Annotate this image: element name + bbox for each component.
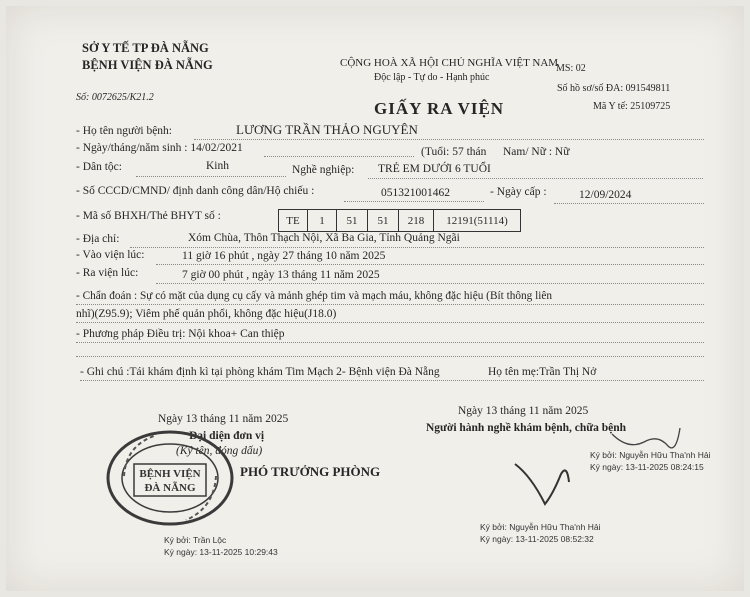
gender: Nam/ Nữ : Nữ xyxy=(503,146,570,158)
left-signer: Ký bởi: Trần Lộc xyxy=(164,535,227,545)
stamp-line2: ĐÀ NẴNG xyxy=(144,482,196,494)
id-value: 051321001462 xyxy=(381,187,450,199)
patient-name: LƯƠNG TRẦN THẢO NGUYÊN xyxy=(236,122,418,137)
admit-value: 11 giờ 16 phút , ngày 27 tháng 10 năm 2025 xyxy=(182,250,386,262)
motto: Độc lập - Tự do - Hạnh phúc xyxy=(374,72,490,83)
dob: - Ngày/tháng/năm sinh : 14/02/2021 xyxy=(76,142,243,154)
diagnosis-line1: - Chẩn đoán : Sự có mặt của dụng cụ cấy và mảnh ghép tim và mạch máu, không đặc hiệu (Bít thông liên xyxy=(76,290,553,302)
right-signer-2: Ký bởi: Nguyễn Hữu Tha'nh Hải xyxy=(480,522,601,532)
hospital-name: BỆNH VIỆN ĐÀ NẴNG xyxy=(82,58,213,72)
discharge-paper xyxy=(6,6,744,591)
issue-label: - Ngày cấp : xyxy=(490,186,547,198)
id-label: - Số CCCD/CMND/ định danh công dân/Hộ chiếu : xyxy=(76,185,315,197)
job-label: Nghề nghiệp: xyxy=(292,164,355,176)
storage-number: Số hồ sơ/số ĐA: 091549811 xyxy=(557,83,671,94)
left-date: Ngày 13 tháng 11 năm 2025 xyxy=(158,413,289,425)
right-date: Ngày 13 tháng 11 năm 2025 xyxy=(458,405,589,417)
bhyt-cell: 51 xyxy=(337,210,368,231)
signature-scribble-2 xyxy=(511,454,591,514)
bhyt-cell: 218 xyxy=(399,210,434,231)
stamp-line1: BỆNH VIỆN xyxy=(139,468,201,480)
discharge-value: 7 giờ 00 phút , ngày 13 tháng 11 năm 2025 xyxy=(182,269,380,281)
bhyt-cell: 51 xyxy=(368,210,399,231)
document-title: GIẤY RA VIỆN xyxy=(374,99,505,118)
right-sign-time-2: Ký ngày: 13-11-2025 08:52:32 xyxy=(480,534,594,544)
name-label: - Họ tên người bệnh: xyxy=(76,125,172,137)
bhyt-label: - Mã số BHXH/Thẻ BHYT số : xyxy=(76,210,221,222)
ethnic-value: Kinh xyxy=(206,160,229,172)
follow-up-note: - Ghi chú :Tái khám định kì tại phòng khám Tim Mạch 2- Bệnh viện Đà Nẵng xyxy=(80,366,440,378)
job-value: TRẺ EM DƯỚI 6 TUỔI xyxy=(378,163,491,175)
issue-value: 12/09/2024 xyxy=(579,189,632,201)
discharge-label: - Ra viện lúc: xyxy=(76,267,139,279)
sign-stamp-note: (Ký tên, đóng dấu) xyxy=(176,445,263,457)
diagnosis-line2: nhĩ)(Z95.9); Viêm phế quản phổi, không đặc hiệu(J18.0) xyxy=(76,308,337,320)
bhyt-number-box xyxy=(278,209,521,232)
bhyt-cell: 1 xyxy=(308,210,337,231)
admit-label: - Vào viện lúc: xyxy=(76,249,145,261)
form-code: MS: 02 xyxy=(556,63,586,74)
treatment-method: - Phương pháp Điều trị: Nội khoa+ Can thiệp xyxy=(76,328,285,340)
right-sign-time-1: Ký ngày: 13-11-2025 08:24:15 xyxy=(590,462,704,472)
left-sign-time: Ký ngày: 13-11-2025 10:29:43 xyxy=(164,547,278,557)
right-signer-1: Ký bởi: Nguyễn Hữu Tha'nh Hải xyxy=(590,450,711,460)
address-value: Xóm Chùa, Thôn Thạch Nội, Xã Ba Gia, Tỉnh Quảng Ngãi xyxy=(188,232,460,244)
address-label: - Địa chỉ: xyxy=(76,233,120,245)
right-role: Người hành nghề khám bệnh, chữa bệnh xyxy=(426,422,627,434)
medical-code: Mã Y tế: 25109725 xyxy=(593,101,671,112)
hospital-stamp xyxy=(104,426,242,530)
department-name: SỞ Y TẾ TP ĐÀ NẴNG xyxy=(82,41,209,55)
age: (Tuổi: 57 thán xyxy=(421,146,487,158)
unit-representative: Đại diện đơn vị xyxy=(189,430,265,442)
bhyt-cell: TE xyxy=(279,210,308,231)
republic-title: CỘNG HOÀ XÃ HỘI CHỦ NGHĨA VIỆT NAM xyxy=(340,57,559,69)
bhyt-cell: 12191(51114) xyxy=(446,214,508,227)
document-number: Số: 0072625/K21.2 xyxy=(76,92,154,103)
left-position: PHÓ TRƯỞNG PHÒNG xyxy=(240,464,381,479)
mother-name: Họ tên mẹ:Trần Thị Nở xyxy=(488,366,597,378)
ethnic-label: - Dân tộc: xyxy=(76,161,122,173)
